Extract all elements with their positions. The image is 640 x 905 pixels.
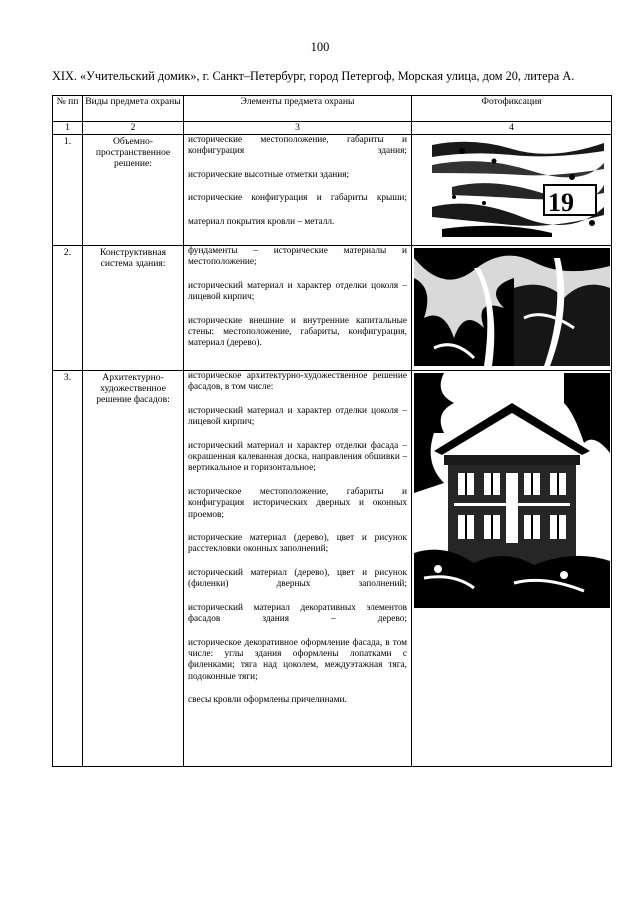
column-index-row bbox=[53, 122, 612, 135]
row-type: Конструктивная система здания: bbox=[83, 246, 184, 371]
table-row bbox=[53, 135, 612, 246]
table-row bbox=[53, 246, 612, 371]
row-elements bbox=[184, 135, 412, 246]
document-title: XIX. «Учительский домик», г. Санкт–Петербург, город Петергоф, Морская улица, дом 20, литера А. bbox=[52, 69, 575, 83]
table-header-row bbox=[53, 96, 612, 122]
element-item: исторический материал (дерево), цвет и рисунок (филенки) дверных заполнений; bbox=[188, 567, 407, 590]
row-elements bbox=[184, 246, 412, 371]
element-item: материал покрытия кровли – металл. bbox=[188, 216, 335, 227]
header-type: Виды предмета охраны bbox=[83, 96, 184, 122]
element-item: свесы кровли оформлены причелинами. bbox=[188, 695, 347, 706]
element-item: исторические внешние и внутренние капитальные стены: местоположение, габариты, конфигурация, материал (дерево). bbox=[188, 315, 407, 349]
photo-cell bbox=[412, 371, 612, 767]
header-photo: Фотофиксация bbox=[412, 96, 612, 122]
column-index: 4 bbox=[412, 122, 612, 135]
element-item: историческое декоративное оформление фасада, в том числе: углы здания оформлены лопатками с филенками; тяга над цоколем, междуэтажная тяга, подоконные тяги; bbox=[188, 637, 407, 682]
element-item: историческое местоположение, габариты и конфигурация исторических дверных и оконных проемов; bbox=[188, 486, 407, 520]
photo-house-number: 19 bbox=[548, 188, 574, 217]
row-number: 2. bbox=[53, 246, 83, 371]
element-item: исторический материал и характер отделки цоколя – лицевой кирпич; bbox=[188, 280, 407, 303]
header-elements: Элементы предмета охраны bbox=[184, 96, 412, 122]
table-row bbox=[53, 371, 612, 767]
row-type: Архитектурно-художественное решение фасадов: bbox=[83, 371, 184, 767]
page-number: 100 bbox=[310, 40, 330, 54]
row-type: Объемно-пространственное решение: bbox=[83, 135, 184, 246]
photo-cell bbox=[412, 135, 612, 246]
photo-cell bbox=[412, 246, 612, 371]
element-item: исторический материал и характер отделки фасада – окрашенная калеванная доска, направления обшивки – вертикальное и горизонтальное; bbox=[188, 440, 407, 474]
element-item: исторические местоположение, габариты и конфигурация здания; bbox=[188, 135, 407, 157]
photo-foundation-foliage bbox=[414, 248, 610, 366]
header-num: № пп bbox=[53, 96, 83, 122]
element-item: исторический материал декоративных элементов фасадов здания – дерево; bbox=[188, 602, 407, 625]
protection-table bbox=[52, 95, 612, 767]
element-item: фундаменты – исторические материалы и местоположение; bbox=[188, 246, 407, 268]
column-index: 2 bbox=[83, 122, 184, 135]
row-elements bbox=[184, 371, 412, 767]
photo-roof-detail bbox=[432, 137, 604, 237]
photo-house-facade bbox=[414, 373, 610, 608]
element-item: исторические конфигурация и габариты крыши; bbox=[188, 193, 407, 204]
row-number: 3. bbox=[53, 371, 83, 767]
element-item: исторические высотные отметки здания; bbox=[188, 169, 350, 180]
column-index: 1 bbox=[53, 122, 83, 135]
element-item: исторический материал и характер отделки цоколя – лицевой кирпич; bbox=[188, 405, 407, 428]
column-index: 3 bbox=[184, 122, 412, 135]
element-item: исторические материал (дерево), цвет и рисунок расстекловки оконных заполнений; bbox=[188, 533, 407, 555]
element-item: историческое архитектурно-художественное решение фасадов, в том числе: bbox=[188, 371, 407, 393]
row-number: 1. bbox=[53, 135, 83, 246]
